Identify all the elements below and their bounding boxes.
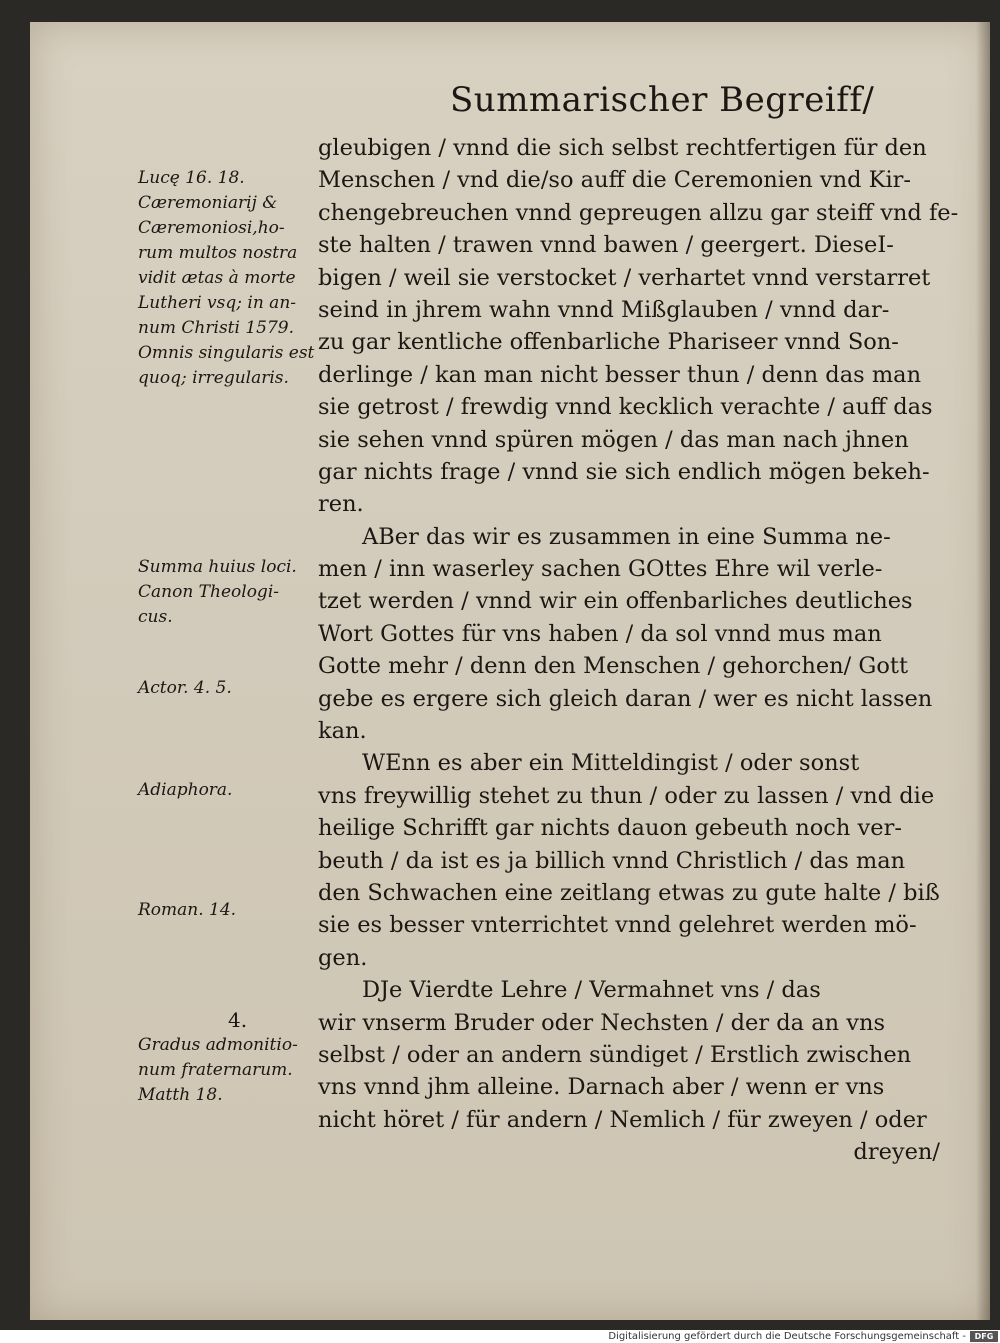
text-line: ABer das wir es zusammen in eine Summa ne- bbox=[362, 523, 891, 550]
margin-note-romans bbox=[138, 898, 236, 923]
text-line: Menschen / vnd die/so auff die Ceremonien vnd Kir- bbox=[318, 167, 912, 194]
digitization-footer bbox=[0, 1330, 1000, 1343]
text-line: heilige Schrifft gar nichts dauon gebeuth noch ver- bbox=[318, 815, 902, 842]
page-edge-shadow bbox=[976, 22, 990, 1320]
text-line: sie sehen vnnd spüren mögen / das man nach jhnen bbox=[318, 426, 909, 453]
text-line: zu gar kentliche offenbarliche Phariseer vnnd Son- bbox=[318, 329, 899, 356]
margin-note-line: Actor. 4. 5. bbox=[138, 678, 232, 698]
text-line: tzet werden / vnnd wir ein offenbarliches deutliches bbox=[318, 588, 913, 615]
text-line: gebe es ergere sich gleich daran / wer es nicht lassen bbox=[318, 685, 933, 712]
text-line: ren. bbox=[318, 491, 364, 518]
margin-note-line: cus. bbox=[138, 607, 173, 627]
margin-note-acts bbox=[138, 676, 232, 701]
margin-note-line: Lutheri vsq; in an- bbox=[138, 293, 297, 313]
text-line: gar nichts frage / vnnd sie sich endlich mögen bekeh- bbox=[318, 458, 930, 485]
margin-note-luke bbox=[138, 166, 314, 391]
text-line: men / inn waserley sachen GOttes Ehre wil verle- bbox=[318, 556, 883, 583]
text-line: seind in jhrem wahn vnnd Mißglauben / vnnd dar- bbox=[318, 296, 890, 323]
text-line: derlinge / kan man nicht besser thun / denn das man bbox=[318, 361, 922, 388]
margin-note-line: Adiaphora. bbox=[138, 780, 233, 800]
main-text-block bbox=[318, 132, 959, 1169]
margin-note-line: num fraternarum. bbox=[138, 1060, 293, 1080]
text-line: WEnn es aber ein Mitteldingist / oder sonst bbox=[362, 750, 860, 777]
text-line: sie es besser vnterrichtet vnnd gelehret werden mö- bbox=[318, 912, 917, 939]
text-line: gen. bbox=[318, 944, 368, 971]
text-line: dreyen/ bbox=[853, 1139, 940, 1166]
text-line: bigen / weil sie verstocket / verhartet vnnd verstarret bbox=[318, 264, 931, 291]
text-line: nicht höret / für andern / Nemlich / für zweyen / oder bbox=[318, 1106, 927, 1133]
margin-note-line: Summa huius loci. bbox=[138, 557, 297, 577]
margin-note-line: 4. bbox=[228, 1008, 248, 1032]
margin-note-line: Lucę 16. 18. bbox=[138, 168, 245, 188]
text-line: Wort Gottes für vns haben / da sol vnnd mus man bbox=[318, 620, 882, 647]
funding-notice: Digitalisierung gefördert durch die Deutsche Forschungsgemeinschaft - bbox=[608, 1331, 966, 1342]
text-line: wir vnserm Bruder oder Nechsten / der da an vns bbox=[318, 1009, 886, 1036]
margin-note-summa bbox=[138, 555, 297, 630]
text-line: DJe Vierdte Lehre / Vermahnet vns / das bbox=[362, 977, 821, 1004]
margin-note-line: Omnis singularis est bbox=[138, 343, 315, 363]
margin-note-line: vidit ætas à morte bbox=[138, 268, 296, 288]
margin-note-line: rum multos nostra bbox=[138, 243, 298, 263]
margin-note-adiaphora bbox=[138, 778, 232, 803]
running-head: Summarischer Begreiff/ bbox=[450, 80, 875, 120]
margin-note-line: Matth 18. bbox=[138, 1085, 223, 1105]
text-line: kan. bbox=[318, 718, 367, 745]
text-line: selbst / oder an andern sündiget / Erstlich zwischen bbox=[318, 1041, 912, 1068]
text-line: sie getrost / frewdig vnnd kecklich verachte / auff das bbox=[318, 394, 933, 421]
margin-note-line: quoq; irregularis. bbox=[138, 368, 289, 388]
text-line: ste halten / trawen vnnd bawen / geergert. DieseI- bbox=[318, 232, 894, 259]
dfg-logo: DFG bbox=[970, 1331, 998, 1342]
margin-note-line: Cæremoniosi,ho- bbox=[138, 218, 285, 238]
text-line: vns freywillig stehet zu thun / oder zu lassen / vnd die bbox=[318, 782, 935, 809]
text-line: beuth / da ist es ja billich vnnd Christlich / das man bbox=[318, 847, 906, 874]
text-line: vns vnnd jhm alleine. Darnach aber / wenn er vns bbox=[318, 1074, 885, 1101]
margin-note-line: Gradus admonitio- bbox=[138, 1035, 298, 1055]
text-line: chengebreuchen vnnd gepreugen allzu gar steiff vnd fe- bbox=[318, 199, 959, 226]
text-line: den Schwachen eine zeitlang etwas zu gute halte / biß bbox=[318, 879, 940, 906]
margin-note-line: Canon Theologi- bbox=[138, 582, 279, 602]
margin-note-line: Cæremoniarij & bbox=[138, 193, 278, 213]
text-line: Gotte mehr / denn den Menschen / gehorchen/ Gott bbox=[318, 653, 908, 680]
margin-note-gradus bbox=[138, 1008, 298, 1108]
text-line: gleubigen / vnnd die sich selbst rechtfertigen für den bbox=[318, 135, 927, 161]
margin-note-line: num Christi 1579. bbox=[138, 318, 295, 338]
margin-note-line: Roman. 14. bbox=[138, 900, 237, 920]
